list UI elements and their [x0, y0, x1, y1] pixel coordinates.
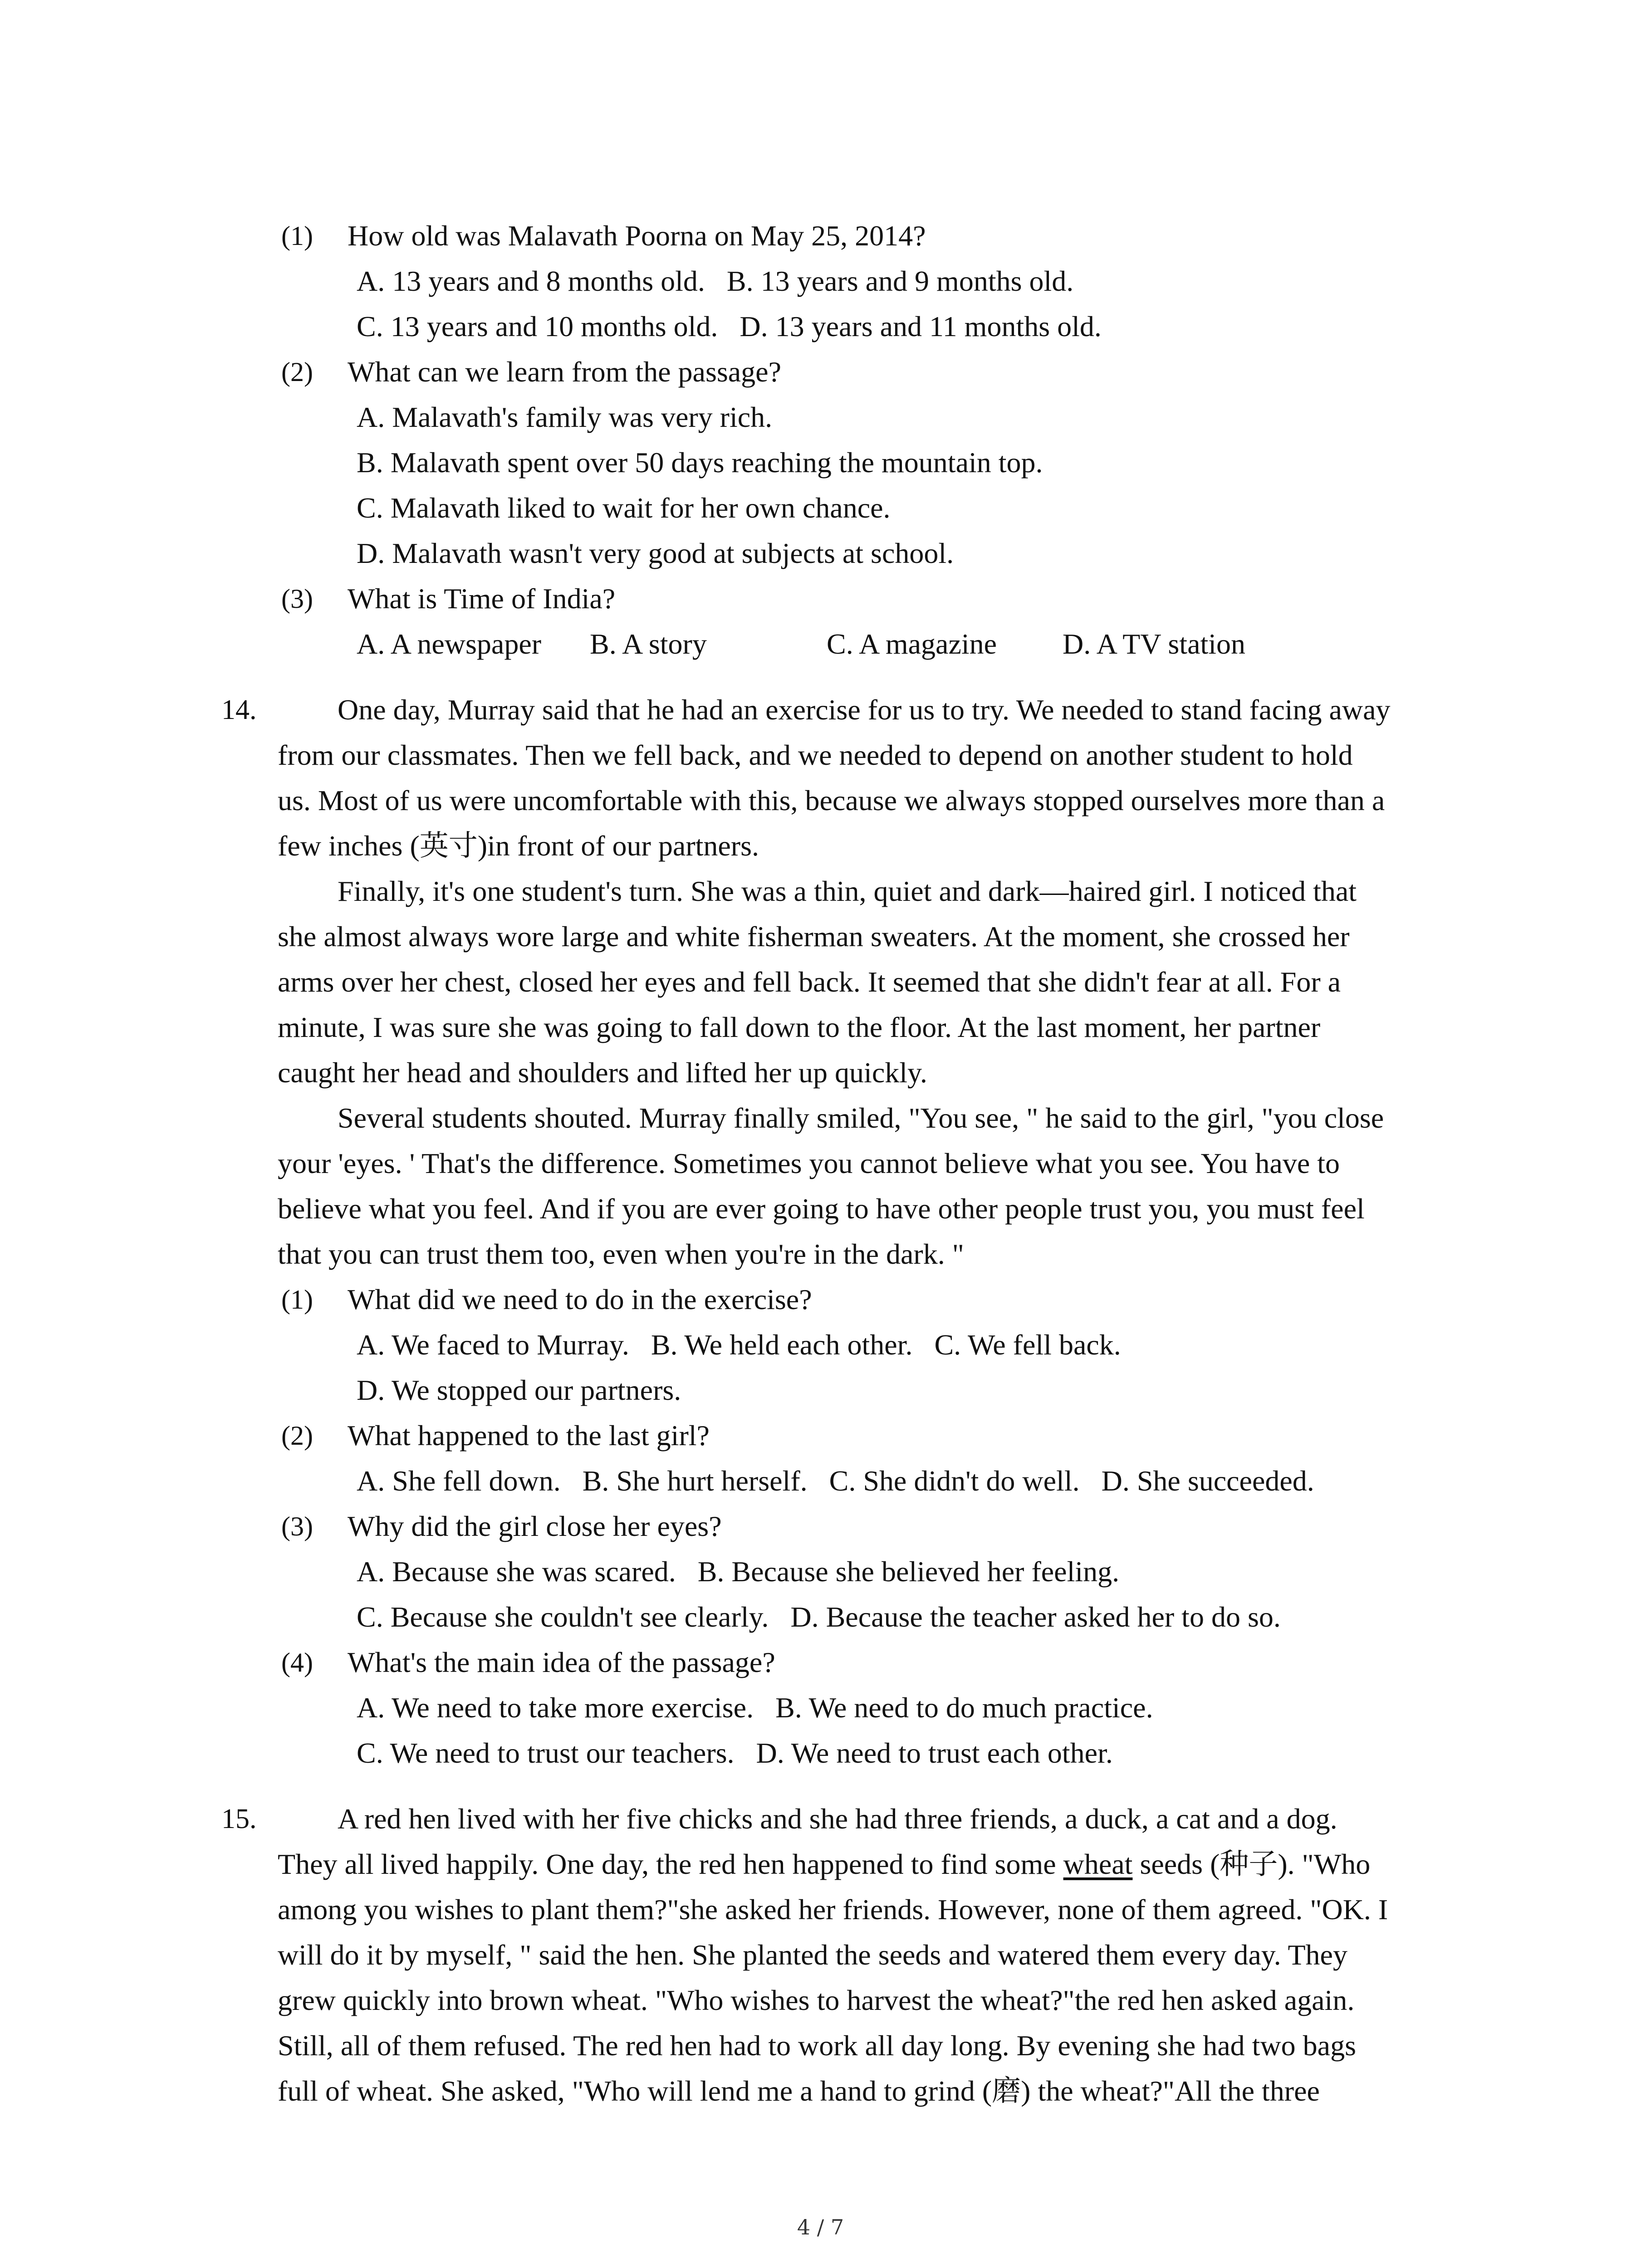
q13-sub3-option-a: A. A newspaper [357, 628, 542, 660]
q15-line: will do it by myself, " said the hen. She planted the seeds and watered them every day. They [278, 1939, 1347, 1971]
q14-paragraph-1 [278, 687, 1448, 869]
q14-sub1-options-line1: A. We faced to Murray. B. We held each other. C. We fell back. [357, 1329, 1121, 1361]
q13-sub3-stem: What is Time of India? [348, 582, 616, 615]
q14-p1-line: One day, Murray said that he had an exercise for us to try. We needed to stand facing away [338, 694, 1391, 726]
q14-p2-line: she almost always wore large and white fisherman sweaters. At the moment, she crossed her [278, 920, 1350, 953]
q13-sub1-options-line2: C. 13 years and 10 months old. D. 13 years and 11 months old. [357, 310, 1102, 342]
q14-sub4-options-line1: A. We need to take more exercise. B. We need to do much practice. [357, 1691, 1153, 1724]
q14-sub2-number: (2) [281, 1421, 313, 1451]
q15-line: A red hen lived with her five chicks and she had three friends, a duck, a cat and a dog. [338, 1803, 1337, 1835]
q13-sub1-options-line1: A. 13 years and 8 months old. B. 13 years and 9 months old. [357, 265, 1074, 297]
q14-sub2-options-line1: A. She fell down. B. She hurt herself. C. She didn't do well. D. She succeeded. [357, 1465, 1314, 1497]
q14-sub4-options-line2: C. We need to trust our teachers. D. We need to trust each other. [357, 1737, 1113, 1769]
q15-line-with-underline [278, 1842, 1448, 1887]
q14-sub3-number: (3) [281, 1511, 313, 1541]
q14-sub3-options-line1: A. Because she was scared. B. Because she believed her feeling. [357, 1555, 1120, 1588]
q13-sub2-option-d: D. Malavath wasn't very good at subjects at school. [357, 537, 954, 569]
q13-sub2-number: (2) [281, 357, 313, 387]
q14-paragraph-3 [278, 1095, 1448, 1277]
q14-sub1-stem: What did we need to do in the exercise? [348, 1283, 812, 1315]
q13-sub1-stem: How old was Malavath Poorna on May 25, 2014? [348, 220, 926, 252]
q14-paragraph-2 [278, 869, 1448, 1095]
q13-sub3-option-c: C. A magazine [827, 628, 997, 660]
q14-p3-line: believe what you feel. And if you are ever going to have other people trust you, you must feel [278, 1193, 1365, 1225]
q13-sub3-number: (3) [281, 584, 313, 614]
q14-p3-line: your 'eyes. ' That's the difference. Sometimes you cannot believe what you see. You have to [278, 1147, 1340, 1179]
q14-p3-line: Several students shouted. Murray finally smiled, "You see, " he said to the girl, "you close [338, 1102, 1384, 1134]
q15-paragraph [278, 1796, 1448, 2114]
q14-p1-line: from our classmates. Then we fell back, and we needed to depend on another student to hold [278, 739, 1353, 771]
q14-sub2-stem: What happened to the last girl? [348, 1419, 710, 1452]
q14-p2-line: caught her head and shoulders and lifted her up quickly. [278, 1056, 927, 1089]
q13-sub3-option-d: D. A TV station [1063, 628, 1246, 660]
q15-number: 15. [221, 1804, 257, 1834]
q15-line2-pre: They all lived happily. One day, the red hen happened to find some [278, 1848, 1063, 1880]
q14-p1-line: few inches (英寸)in front of our partners. [278, 830, 759, 862]
q15-line: among you wishes to plant them?"she asked her friends. However, none of them agreed. "OK. I [278, 1893, 1388, 1926]
q15-line: full of wheat. She asked, "Who will lend me a hand to grind (磨) the wheat?"All the three [278, 2075, 1320, 2107]
q13-sub2-option-b: B. Malavath spent over 50 days reaching the mountain top. [357, 446, 1043, 479]
q14-p2-line: arms over her chest, closed her eyes and fell back. It seemed that she didn't fear at all. For a [278, 966, 1341, 998]
q14-p2-line: minute, I was sure she was going to fall down to the floor. At the last moment, her partner [278, 1011, 1321, 1043]
q14-sub4-stem: What's the main idea of the passage? [348, 1646, 775, 1678]
q13-sub1-number: (1) [281, 221, 313, 251]
q15-line: Still, all of them refused. The red hen had to work all day long. By evening she had two bags [278, 2029, 1356, 2062]
q13-sub2-stem: What can we learn from the passage? [348, 356, 781, 388]
q14-number: 14. [221, 694, 257, 725]
q14-sub3-stem: Why did the girl close her eyes? [348, 1510, 722, 1542]
q15-line: grew quickly into brown wheat. "Who wishes to harvest the wheat?"the red hen asked again. [278, 1984, 1355, 2016]
q14-p2-line: Finally, it's one student's turn. She was a thin, quiet and dark—haired girl. I noticed that [338, 875, 1357, 907]
q14-sub1-options-line2: D. We stopped our partners. [357, 1374, 681, 1406]
q14-p1-line: us. Most of us were uncomfortable with this, because we always stopped ourselves more than a [278, 784, 1385, 816]
page-number: 4 / 7 [797, 2215, 844, 2239]
q14-sub1-number: (1) [281, 1285, 313, 1315]
q13-sub3-option-b: B. A story [590, 628, 707, 660]
q14-sub4-number: (4) [281, 1647, 313, 1677]
q14-sub3-options-line2: C. Because she couldn't see clearly. D. Because the teacher asked her to do so. [357, 1601, 1281, 1633]
q13-sub2-option-c: C. Malavath liked to wait for her own chance. [357, 492, 891, 524]
underlined-word: wheat [1063, 1848, 1133, 1880]
q14-p3-line: that you can trust them too, even when you're in the dark. " [278, 1238, 964, 1270]
q15-line2-post: seeds (种子). "Who [1132, 1848, 1371, 1880]
q13-sub2-option-a: A. Malavath's family was very rich. [357, 401, 773, 433]
